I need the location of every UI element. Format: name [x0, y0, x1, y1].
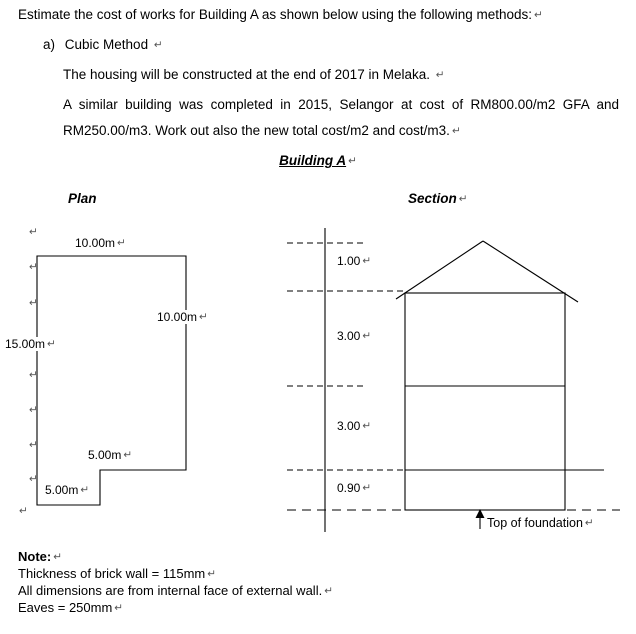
- plan-heading: [68, 191, 97, 206]
- return-mark: ↵: [29, 369, 38, 381]
- return-mark: ↵: [29, 297, 38, 309]
- return-mark: ↵: [114, 602, 124, 614]
- return-mark: ↵: [117, 237, 126, 249]
- plan-outline: [37, 256, 186, 505]
- return-mark: ↵: [153, 39, 163, 51]
- return-mark: ↵: [199, 311, 208, 323]
- return-mark: ↵: [362, 255, 372, 267]
- note-heading-text: Note:: [18, 549, 52, 564]
- plan-dim-bottom-text: 5.00m: [45, 483, 79, 497]
- intro-text: Estimate the cost of works for Building A as shown below using the following methods:: [18, 7, 533, 22]
- doc-title-text: Building A: [279, 153, 347, 168]
- note-line-1: [18, 566, 216, 581]
- return-mark: ↵: [29, 226, 38, 238]
- note-line-3: [18, 600, 123, 615]
- return-mark: ↵: [53, 551, 63, 563]
- list-item-a: [43, 37, 163, 52]
- return-mark: ↵: [29, 439, 38, 451]
- return-mark: ↵: [29, 261, 38, 273]
- section-dim-roof-text: 1.00: [337, 254, 361, 268]
- return-mark: ↵: [19, 505, 28, 517]
- plan-drawing: [0, 220, 240, 530]
- return-mark: ↵: [584, 517, 594, 529]
- return-mark: ↵: [207, 568, 217, 580]
- foundation-label: [487, 516, 594, 530]
- section-dim-foundation: [336, 481, 372, 495]
- return-mark: ↵: [29, 473, 38, 485]
- section-dim-first-floor-text: 3.00: [337, 329, 361, 343]
- plan-dim-right: [156, 310, 209, 324]
- section-dim-ground-floor-text: 3.00: [337, 419, 361, 433]
- section-heading: [408, 191, 468, 206]
- return-mark: ↵: [362, 420, 372, 432]
- building-wall-rect: [405, 293, 565, 510]
- plan-dim-top: [74, 236, 127, 250]
- return-mark: ↵: [451, 125, 461, 137]
- plan-heading-text: Plan: [68, 191, 97, 206]
- return-mark: ↵: [29, 404, 38, 416]
- return-mark: ↵: [348, 155, 357, 167]
- note-heading: [18, 549, 62, 564]
- para-similar-building: [63, 92, 619, 144]
- plan-dim-top-text: 10.00m: [75, 236, 116, 250]
- para-construction-text: The housing will be constructed at the end of 2017 in Melaka.: [63, 67, 434, 82]
- list-item-a-text: Cubic Method: [64, 37, 152, 52]
- section-dim-roof: [336, 254, 372, 268]
- plan-dim-step-text: 5.00m: [88, 448, 122, 462]
- plan-dim-bottom: [44, 483, 90, 497]
- note-line-1-text: Thickness of brick wall = 115mm: [18, 566, 206, 581]
- return-mark: ↵: [123, 449, 133, 461]
- return-mark: ↵: [362, 482, 372, 494]
- foundation-label-text: Top of foundation: [487, 516, 583, 530]
- plan-dim-step: [87, 448, 133, 462]
- section-dim-first-floor: [336, 329, 372, 343]
- section-drawing: [280, 220, 636, 540]
- note-line-3-text: Eaves = 250mm: [18, 600, 113, 615]
- note-line-2-text: All dimensions are from internal face of external wall.: [18, 583, 323, 598]
- plan-dim-left-text: 15.00m: [5, 337, 46, 351]
- return-mark: ↵: [80, 484, 90, 496]
- section-dim-ground-floor: [336, 419, 372, 433]
- return-mark: ↵: [324, 585, 334, 597]
- note-line-2: [18, 583, 333, 598]
- intro-line: [18, 7, 543, 22]
- section-dim-foundation-text: 0.90: [337, 481, 361, 495]
- list-item-a-marker: a): [43, 37, 56, 52]
- return-mark: ↵: [458, 193, 468, 205]
- plan-dim-right-text: 10.00m: [157, 310, 198, 324]
- doc-title: [0, 153, 636, 168]
- return-mark: ↵: [362, 330, 372, 342]
- plan-dim-left: [4, 337, 57, 351]
- para-construction: [63, 67, 445, 82]
- return-mark: ↵: [47, 338, 56, 350]
- section-heading-text: Section: [408, 191, 457, 206]
- return-mark: ↵: [534, 9, 543, 21]
- roof-left-line: [396, 241, 483, 299]
- return-mark: ↵: [435, 69, 445, 81]
- para-similar-building-text: A similar building was completed in 2015, Selangor at cost of RM800.00/m2 GFA and RM250.00/m3. Work out also the new total cost/m2 and cost/m3.: [63, 97, 619, 138]
